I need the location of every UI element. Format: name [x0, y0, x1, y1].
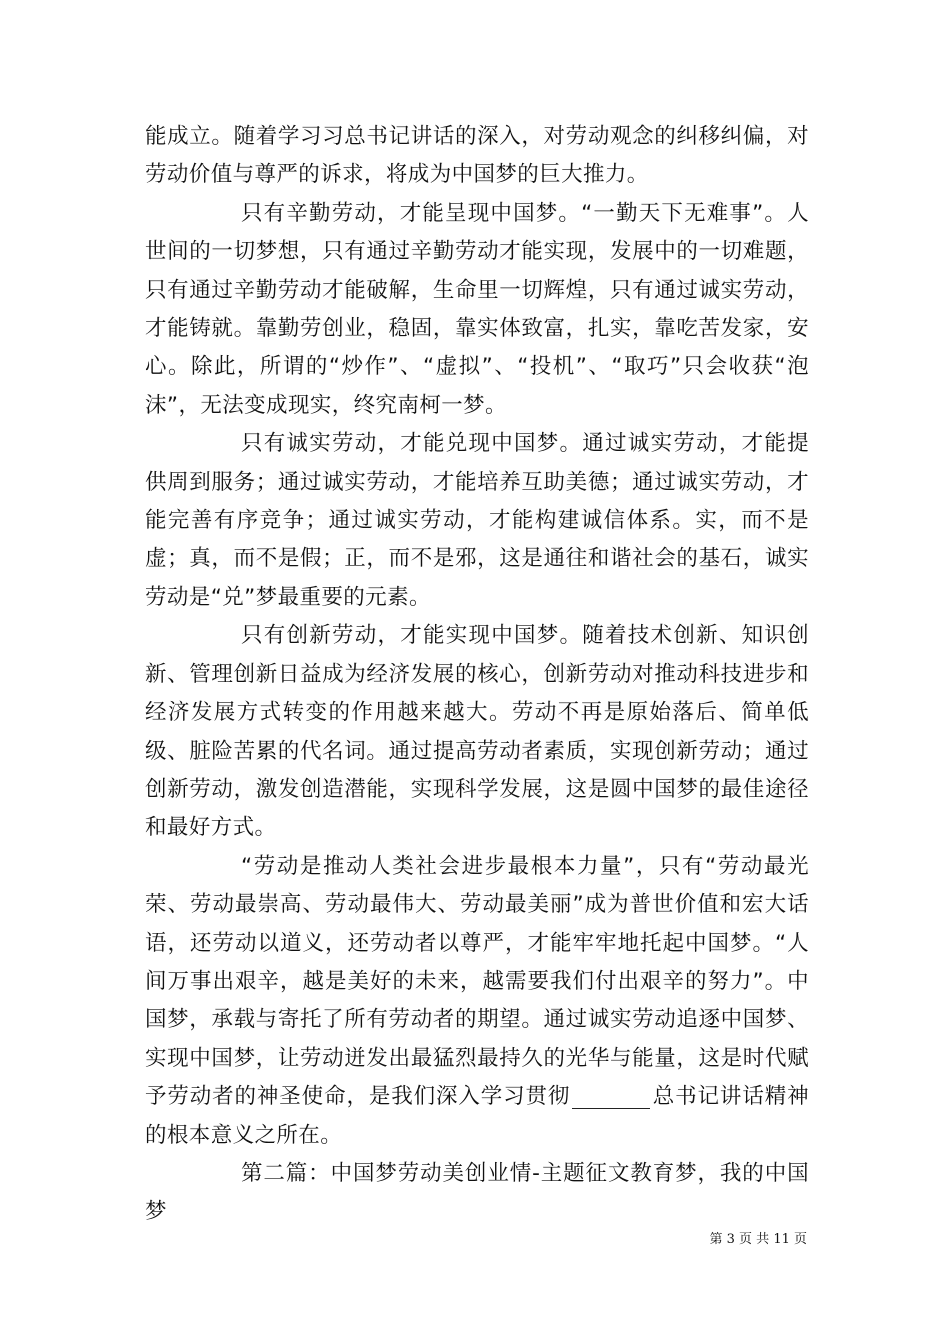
paragraph-diligent-labor: 只有辛勤劳动，才能呈现中国梦。“一勤天下无难事”。人世间的一切梦想，只有通过辛勤劳动才能实现，发展中的一切难题，只有通过辛勤劳动才能破解，生命里一切辉煌，只有通过诚实劳动，才能铸就。靠勤劳创业，稳固，靠实体致富，扎实，靠吃苦发家，安心。除此，所谓的“炒作”、“虚拟”、“投机”、“取巧”只会收获“泡沫”，无法变成现实，终究南柯一梦。: [145, 200, 809, 418]
document-body: [145, 118, 809, 1232]
page-number-footer: 第 3 页 共 11 页: [709, 1232, 807, 1247]
paragraph-conclusion-text-after: 总书记讲话精神的根本意义之所在。: [145, 1084, 809, 1148]
paragraph-conclusion: [145, 848, 809, 1155]
fill-in-blank: [572, 1084, 650, 1109]
paragraph-honest-labor: 只有诚实劳动，才能兑现中国梦。通过诚实劳动，才能提供周到服务；通过诚实劳动，才能培养互助美德；通过诚实劳动，才能完善有序竞争；通过诚实劳动，才能构建诚信体系。实，而不是虚；真，而不是假；正，而不是邪，这是通往和谐社会的基石，诚实劳动是“兑”梦最重要的元素。: [145, 431, 809, 610]
paragraph-continuation: 能成立。随着学习习总书记讲话的深入，对劳动观念的纠移纠偏，对劳动价值与尊严的诉求，将成为中国梦的巨大推力。: [145, 124, 809, 188]
section-heading-part-two: 第二篇：中国梦劳动美创业情-主题征文教育梦，我的中国梦: [145, 1160, 809, 1225]
paragraph-conclusion-text-before: “劳动是推动人类社会进步最根本力量”，只有“劳动最光荣、劳动最崇高、劳动最伟大、劳动最美丽”成为普世价值和宏大话语，还劳动以道义，还劳动者以尊严，才能牢牢地托起中国梦。“人间万事出艰辛，越是美好的未来，越需要我们付出艰辛的努力”。中国梦，承载与寄托了所有劳动者的期望。通过诚实劳动追逐中国梦、实现中国梦，让劳动迸发出最猛烈最持久的光华与能量，这是时代赋予劳动者的神圣使命，是我们深入学习贯彻: [145, 853, 809, 1110]
paragraph-innovative-labor: 只有创新劳动，才能实现中国梦。随着技术创新、知识创新、管理创新日益成为经济发展的核心，创新劳动对推动科技进步和经济发展方式转变的作用越来越大。劳动不再是原始落后、简单低级、脏险苦累的代名词。通过提高劳动者素质，实现创新劳动；通过创新劳动，激发创造潜能，实现科学发展，这是圆中国梦的最佳途径和最好方式。: [145, 623, 809, 841]
